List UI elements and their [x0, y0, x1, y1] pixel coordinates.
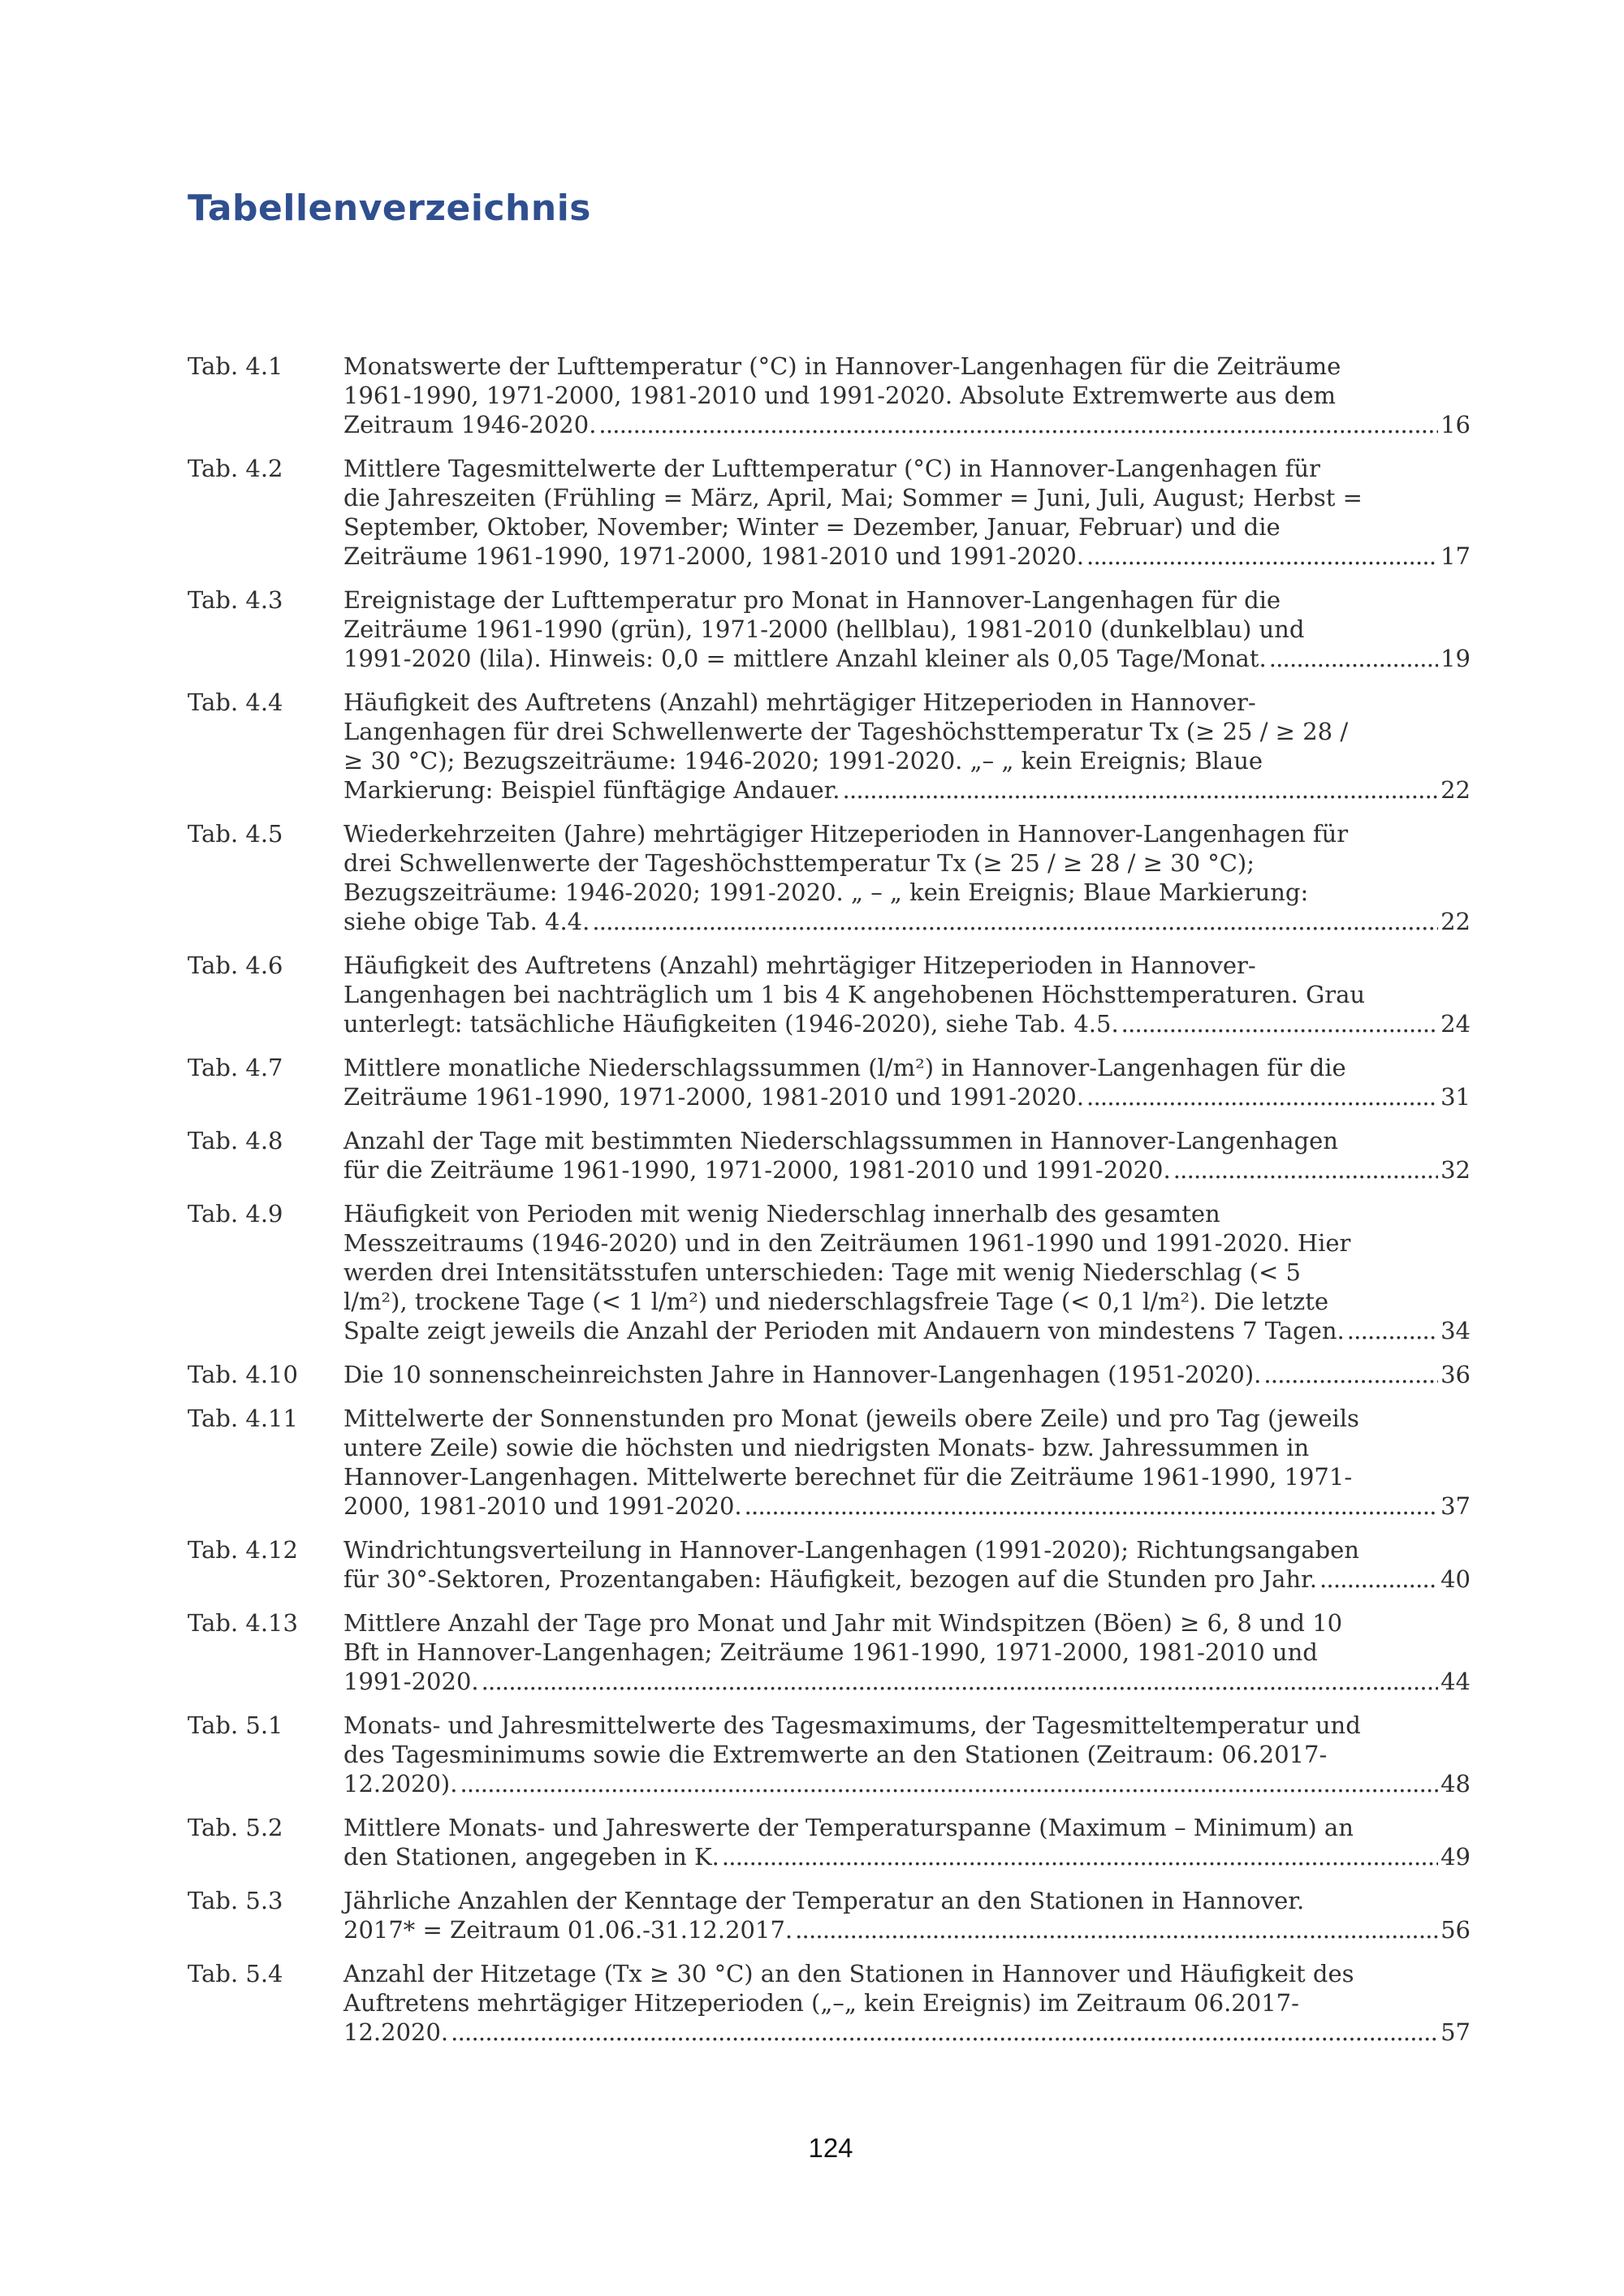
toc-page-number[interactable]: 49 — [1440, 1843, 1471, 1871]
toc-entry-label: Tab. 4.9 — [188, 1200, 283, 1228]
page-title: Tabellenverzeichnis — [188, 188, 591, 229]
caption-last-line — [343, 1082, 1471, 1111]
caption-line: des Tagesminimums sowie die Extremwerte an den Stationen (Zeitraum: 06.2017- — [343, 1741, 1328, 1768]
caption-line: Zeitraum 1946-2020. — [343, 411, 597, 438]
toc-entry-label: Tab. 4.13 — [188, 1609, 298, 1637]
toc-entry[interactable] — [188, 1053, 1471, 1111]
caption-line: 1991-2020. — [343, 1668, 479, 1695]
toc-entry-label: Tab. 4.2 — [188, 455, 283, 482]
caption-line: Mittlere Tagesmittelwerte der Lufttemperatur (°C) in Hannover-Langenhagen für — [343, 455, 1320, 482]
caption-last-line — [343, 644, 1471, 673]
toc-entry-caption — [343, 1199, 1471, 1345]
dot-leader — [795, 1915, 1438, 1944]
toc-entry[interactable] — [188, 1959, 1471, 2047]
dot-leader — [451, 2018, 1438, 2047]
toc-page-number[interactable]: 22 — [1440, 908, 1471, 935]
toc-entry-caption — [343, 1053, 1471, 1111]
dot-leader — [1269, 644, 1438, 673]
caption-line: September, Oktober, November; Winter = Dezember, Januar, Februar) und die — [343, 513, 1281, 541]
toc-entry-label: Tab. 4.4 — [188, 688, 283, 716]
caption-line: Messzeitraums (1946-2020) und in den Zeiträumen 1961-1990 und 1991-2020. Hier — [343, 1229, 1351, 1257]
toc-entry[interactable] — [188, 688, 1471, 805]
toc-page-number[interactable]: 19 — [1440, 645, 1471, 672]
toc-entry-label: Tab. 5.2 — [188, 1814, 283, 1841]
toc-page-number[interactable]: 31 — [1440, 1083, 1471, 1111]
caption-line: ≥ 30 °C); Bezugszeiträume: 1946-2020; 1991-2020. „– „ kein Ereignis; Blaue — [343, 747, 1263, 775]
toc-page-number[interactable]: 34 — [1440, 1317, 1471, 1344]
caption-last-line — [343, 1360, 1471, 1389]
toc-entry[interactable] — [188, 1535, 1471, 1594]
dot-leader — [1263, 1360, 1438, 1389]
dot-leader — [1320, 1564, 1438, 1594]
toc-entry-label: Tab. 4.10 — [188, 1361, 298, 1388]
toc-entry-caption — [343, 688, 1471, 805]
toc-entry-label: Tab. 5.3 — [188, 1887, 283, 1914]
page-number: 124 — [808, 2133, 853, 2163]
caption-last-line — [343, 2018, 1471, 2047]
dot-leader — [745, 1491, 1438, 1521]
toc-entry-label: Tab. 4.5 — [188, 820, 283, 848]
caption-last-line — [343, 1564, 1471, 1594]
toc-entry-label: Tab. 4.1 — [188, 352, 283, 380]
toc-entry-caption — [343, 1608, 1471, 1696]
caption-last-line — [343, 907, 1471, 936]
caption-line: untere Zeile) sowie die höchsten und niedrigsten Monats- bzw. Jahressummen in — [343, 1434, 1310, 1461]
toc-entry[interactable] — [188, 1886, 1471, 1944]
caption-last-line — [343, 1915, 1471, 1944]
caption-line: Auftretens mehrtägiger Hitzeperioden („–„ kein Ereignis) im Zeitraum 06.2017- — [343, 1989, 1299, 2017]
toc-entry[interactable] — [188, 1404, 1471, 1521]
caption-last-line — [343, 1316, 1471, 1345]
caption-line: Langenhagen bei nachträglich um 1 bis 4 K angehobenen Höchsttemperaturen. Grau — [343, 981, 1366, 1008]
toc-entry-caption — [343, 951, 1471, 1038]
toc-entry[interactable] — [188, 1813, 1471, 1871]
caption-last-line — [343, 1667, 1471, 1696]
toc-entry[interactable] — [188, 1608, 1471, 1696]
toc-entry[interactable] — [188, 1711, 1471, 1798]
toc-entry-label: Tab. 5.4 — [188, 1960, 283, 1987]
caption-line: Häufigkeit des Auftretens (Anzahl) mehrtägiger Hitzeperioden in Hannover- — [343, 952, 1256, 979]
caption-line: 12.2020. — [343, 2018, 449, 2046]
toc-entry[interactable] — [188, 585, 1471, 673]
toc-page-number[interactable]: 57 — [1440, 2018, 1471, 2046]
toc-page-number[interactable]: 56 — [1440, 1916, 1471, 1944]
caption-line: für die Zeiträume 1961-1990, 1971-2000, 1981-2010 und 1991-2020. — [343, 1156, 1171, 1184]
caption-line: Mittlere monatliche Niederschlagssummen (l/m²) in Hannover-Langenhagen für die — [343, 1054, 1346, 1081]
toc-entry-caption — [343, 1360, 1471, 1389]
caption-last-line — [343, 1155, 1471, 1185]
caption-line: den Stationen, angegeben in K. — [343, 1843, 719, 1871]
dot-leader — [1121, 1009, 1438, 1038]
toc-page-number[interactable]: 32 — [1440, 1156, 1471, 1184]
caption-line: 1991-2020 (lila). Hinweis: 0,0 = mittlere Anzahl kleiner als 0,05 Tage/Monat. — [343, 645, 1267, 672]
caption-line: 12.2020). — [343, 1770, 458, 1798]
caption-line: Monats- und Jahresmittelwerte des Tagesmaximums, der Tagesmitteltemperatur und — [343, 1711, 1361, 1739]
toc-page-number[interactable]: 24 — [1440, 1010, 1471, 1038]
caption-line: Bezugszeiträume: 1946-2020; 1991-2020. „ – „ kein Ereignis; Blaue Markierung: — [343, 878, 1309, 906]
toc-entry[interactable] — [188, 951, 1471, 1038]
caption-last-line — [343, 1009, 1471, 1038]
caption-line: Mittlere Anzahl der Tage pro Monat und Jahr mit Windspitzen (Böen) ≥ 6, 8 und 10 — [343, 1609, 1343, 1637]
dot-leader — [460, 1769, 1438, 1798]
caption-line: Die 10 sonnenscheinreichsten Jahre in Hannover-Langenhagen (1951-2020). — [343, 1361, 1262, 1388]
caption-line: Zeiträume 1961-1990, 1971-2000, 1981-2010 und 1991-2020. — [343, 542, 1085, 570]
caption-line: 2017* = Zeitraum 01.06.-31.12.2017. — [343, 1916, 793, 1944]
toc-entry[interactable] — [188, 1126, 1471, 1185]
toc-page-number[interactable]: 48 — [1440, 1770, 1471, 1798]
caption-line: Spalte zeigt jeweils die Anzahl der Perioden mit Andauern von mindestens 7 Tagen. — [343, 1317, 1345, 1344]
caption-line: Monatswerte der Lufttemperatur (°C) in Hannover-Langenhagen für die Zeiträume — [343, 352, 1341, 380]
caption-line: Langenhagen für drei Schwellenwerte der Tageshöchsttemperatur Tx (≥ 25 / ≥ 28 / — [343, 718, 1349, 745]
dot-leader — [843, 775, 1439, 805]
caption-line: die Jahreszeiten (Frühling = März, April, Mai; Sommer = Juni, Juli, August; Herbst = — [343, 484, 1363, 511]
caption-line: werden drei Intensitätsstufen unterschieden: Tage mit wenig Niederschlag (< 5 — [343, 1258, 1302, 1286]
toc-entry[interactable] — [188, 1360, 1471, 1389]
caption-last-line — [343, 410, 1471, 439]
toc-entry-caption — [343, 1404, 1471, 1521]
caption-line: 1961-1990, 1971-2000, 1981-2010 und 1991-2020. Absolute Extremwerte aus dem — [343, 382, 1336, 409]
toc-entry-caption — [343, 1959, 1471, 2047]
toc-entry[interactable] — [188, 454, 1471, 571]
toc-page-number[interactable]: 40 — [1440, 1565, 1471, 1593]
toc-entry[interactable] — [188, 1199, 1471, 1345]
toc-page-number[interactable]: 44 — [1440, 1668, 1471, 1695]
caption-line: Ereignistage der Lufttemperatur pro Monat in Hannover-Langenhagen für die — [343, 586, 1281, 614]
caption-last-line — [343, 1769, 1471, 1798]
dot-leader — [1086, 1082, 1438, 1111]
toc-entry-caption — [343, 1886, 1471, 1944]
caption-line: siehe obige Tab. 4.4. — [343, 908, 590, 935]
caption-line: Markierung: Beispiel fünftägige Andauer. — [343, 776, 840, 804]
caption-line: Hannover-Langenhagen. Mittelwerte berechnet für die Zeiträume 1961-1990, 1971- — [343, 1463, 1353, 1491]
caption-line: Zeiträume 1961-1990, 1971-2000, 1981-2010 und 1991-2020. — [343, 1083, 1085, 1111]
caption-line: Zeiträume 1961-1990 (grün), 1971-2000 (hellblau), 1981-2010 (dunkelblau) und — [343, 615, 1305, 643]
caption-line: Anzahl der Hitzetage (Tx ≥ 30 °C) an den Stationen in Hannover und Häufigkeit des — [343, 1960, 1354, 1987]
toc-entry-label: Tab. 4.6 — [188, 952, 283, 979]
toc-page-number[interactable]: 17 — [1440, 542, 1471, 570]
caption-last-line — [343, 1491, 1471, 1521]
toc-entry[interactable] — [188, 352, 1471, 439]
table-of-tables — [188, 352, 1471, 2061]
dot-leader — [482, 1667, 1438, 1696]
caption-line: Bft in Hannover-Langenhagen; Zeiträume 1961-1990, 1971-2000, 1981-2010 und — [343, 1638, 1318, 1666]
caption-line: Wiederkehrzeiten (Jahre) mehrtägiger Hitzeperioden in Hannover-Langenhagen für — [343, 820, 1349, 848]
caption-line: drei Schwellenwerte der Tageshöchsttemperatur Tx (≥ 25 / ≥ 28 / ≥ 30 °C); — [343, 849, 1255, 877]
toc-entry-caption — [343, 454, 1471, 571]
dot-leader — [1173, 1155, 1438, 1185]
toc-entry-caption — [343, 1535, 1471, 1594]
toc-entry-label: Tab. 4.11 — [188, 1405, 298, 1432]
toc-entry-caption — [343, 1711, 1471, 1798]
dot-leader — [1086, 542, 1438, 571]
caption-line: Windrichtungsverteilung in Hannover-Langenhagen (1991-2020); Richtungsangaben — [343, 1536, 1359, 1564]
caption-line: Jährliche Anzahlen der Kenntage der Temperatur an den Stationen in Hannover. — [343, 1887, 1305, 1914]
toc-page-number[interactable]: 36 — [1440, 1361, 1471, 1388]
dot-leader — [598, 410, 1438, 439]
caption-line: Häufigkeit des Auftretens (Anzahl) mehrtägiger Hitzeperioden in Hannover- — [343, 688, 1256, 716]
dot-leader — [592, 907, 1438, 936]
caption-line: Anzahl der Tage mit bestimmten Niederschlagssummen in Hannover-Langenhagen — [343, 1127, 1338, 1154]
toc-entry-caption — [343, 1813, 1471, 1871]
toc-entry-label: Tab. 4.8 — [188, 1127, 283, 1154]
caption-line: Häufigkeit von Perioden mit wenig Niederschlag innerhalb des gesamten — [343, 1200, 1220, 1228]
toc-page-number[interactable]: 16 — [1440, 411, 1471, 438]
caption-last-line — [343, 775, 1471, 805]
caption-last-line — [343, 542, 1471, 571]
dot-leader — [1347, 1316, 1438, 1345]
caption-last-line — [343, 1842, 1471, 1871]
toc-entry-caption — [343, 1126, 1471, 1185]
toc-entry-label: Tab. 5.1 — [188, 1711, 283, 1739]
toc-page-number[interactable]: 22 — [1440, 776, 1471, 804]
toc-entry-caption — [343, 585, 1471, 673]
toc-entry-caption — [343, 352, 1471, 439]
toc-entry-label: Tab. 4.3 — [188, 586, 283, 614]
caption-line: 2000, 1981-2010 und 1991-2020. — [343, 1492, 742, 1520]
dot-leader — [722, 1842, 1438, 1871]
toc-entry-label: Tab. 4.7 — [188, 1054, 283, 1081]
caption-line: unterlegt: tatsächliche Häufigkeiten (1946-2020), siehe Tab. 4.5. — [343, 1010, 1119, 1038]
caption-line: l/m²), trockene Tage (< 1 l/m²) und niederschlagsfreie Tage (< 0,1 l/m²). Die letzte — [343, 1288, 1329, 1315]
caption-line: Mittlere Monats- und Jahreswerte der Temperaturspanne (Maximum – Minimum) an — [343, 1814, 1354, 1841]
caption-line: für 30°-Sektoren, Prozentangaben: Häufigkeit, bezogen auf die Stunden pro Jahr. — [343, 1565, 1317, 1593]
caption-line: Mittelwerte der Sonnenstunden pro Monat (jeweils obere Zeile) und pro Tag (jeweils — [343, 1405, 1359, 1432]
toc-entry-label: Tab. 4.12 — [188, 1536, 298, 1564]
toc-page-number[interactable]: 37 — [1440, 1492, 1471, 1520]
toc-entry[interactable] — [188, 819, 1471, 936]
toc-entry-caption — [343, 819, 1471, 936]
